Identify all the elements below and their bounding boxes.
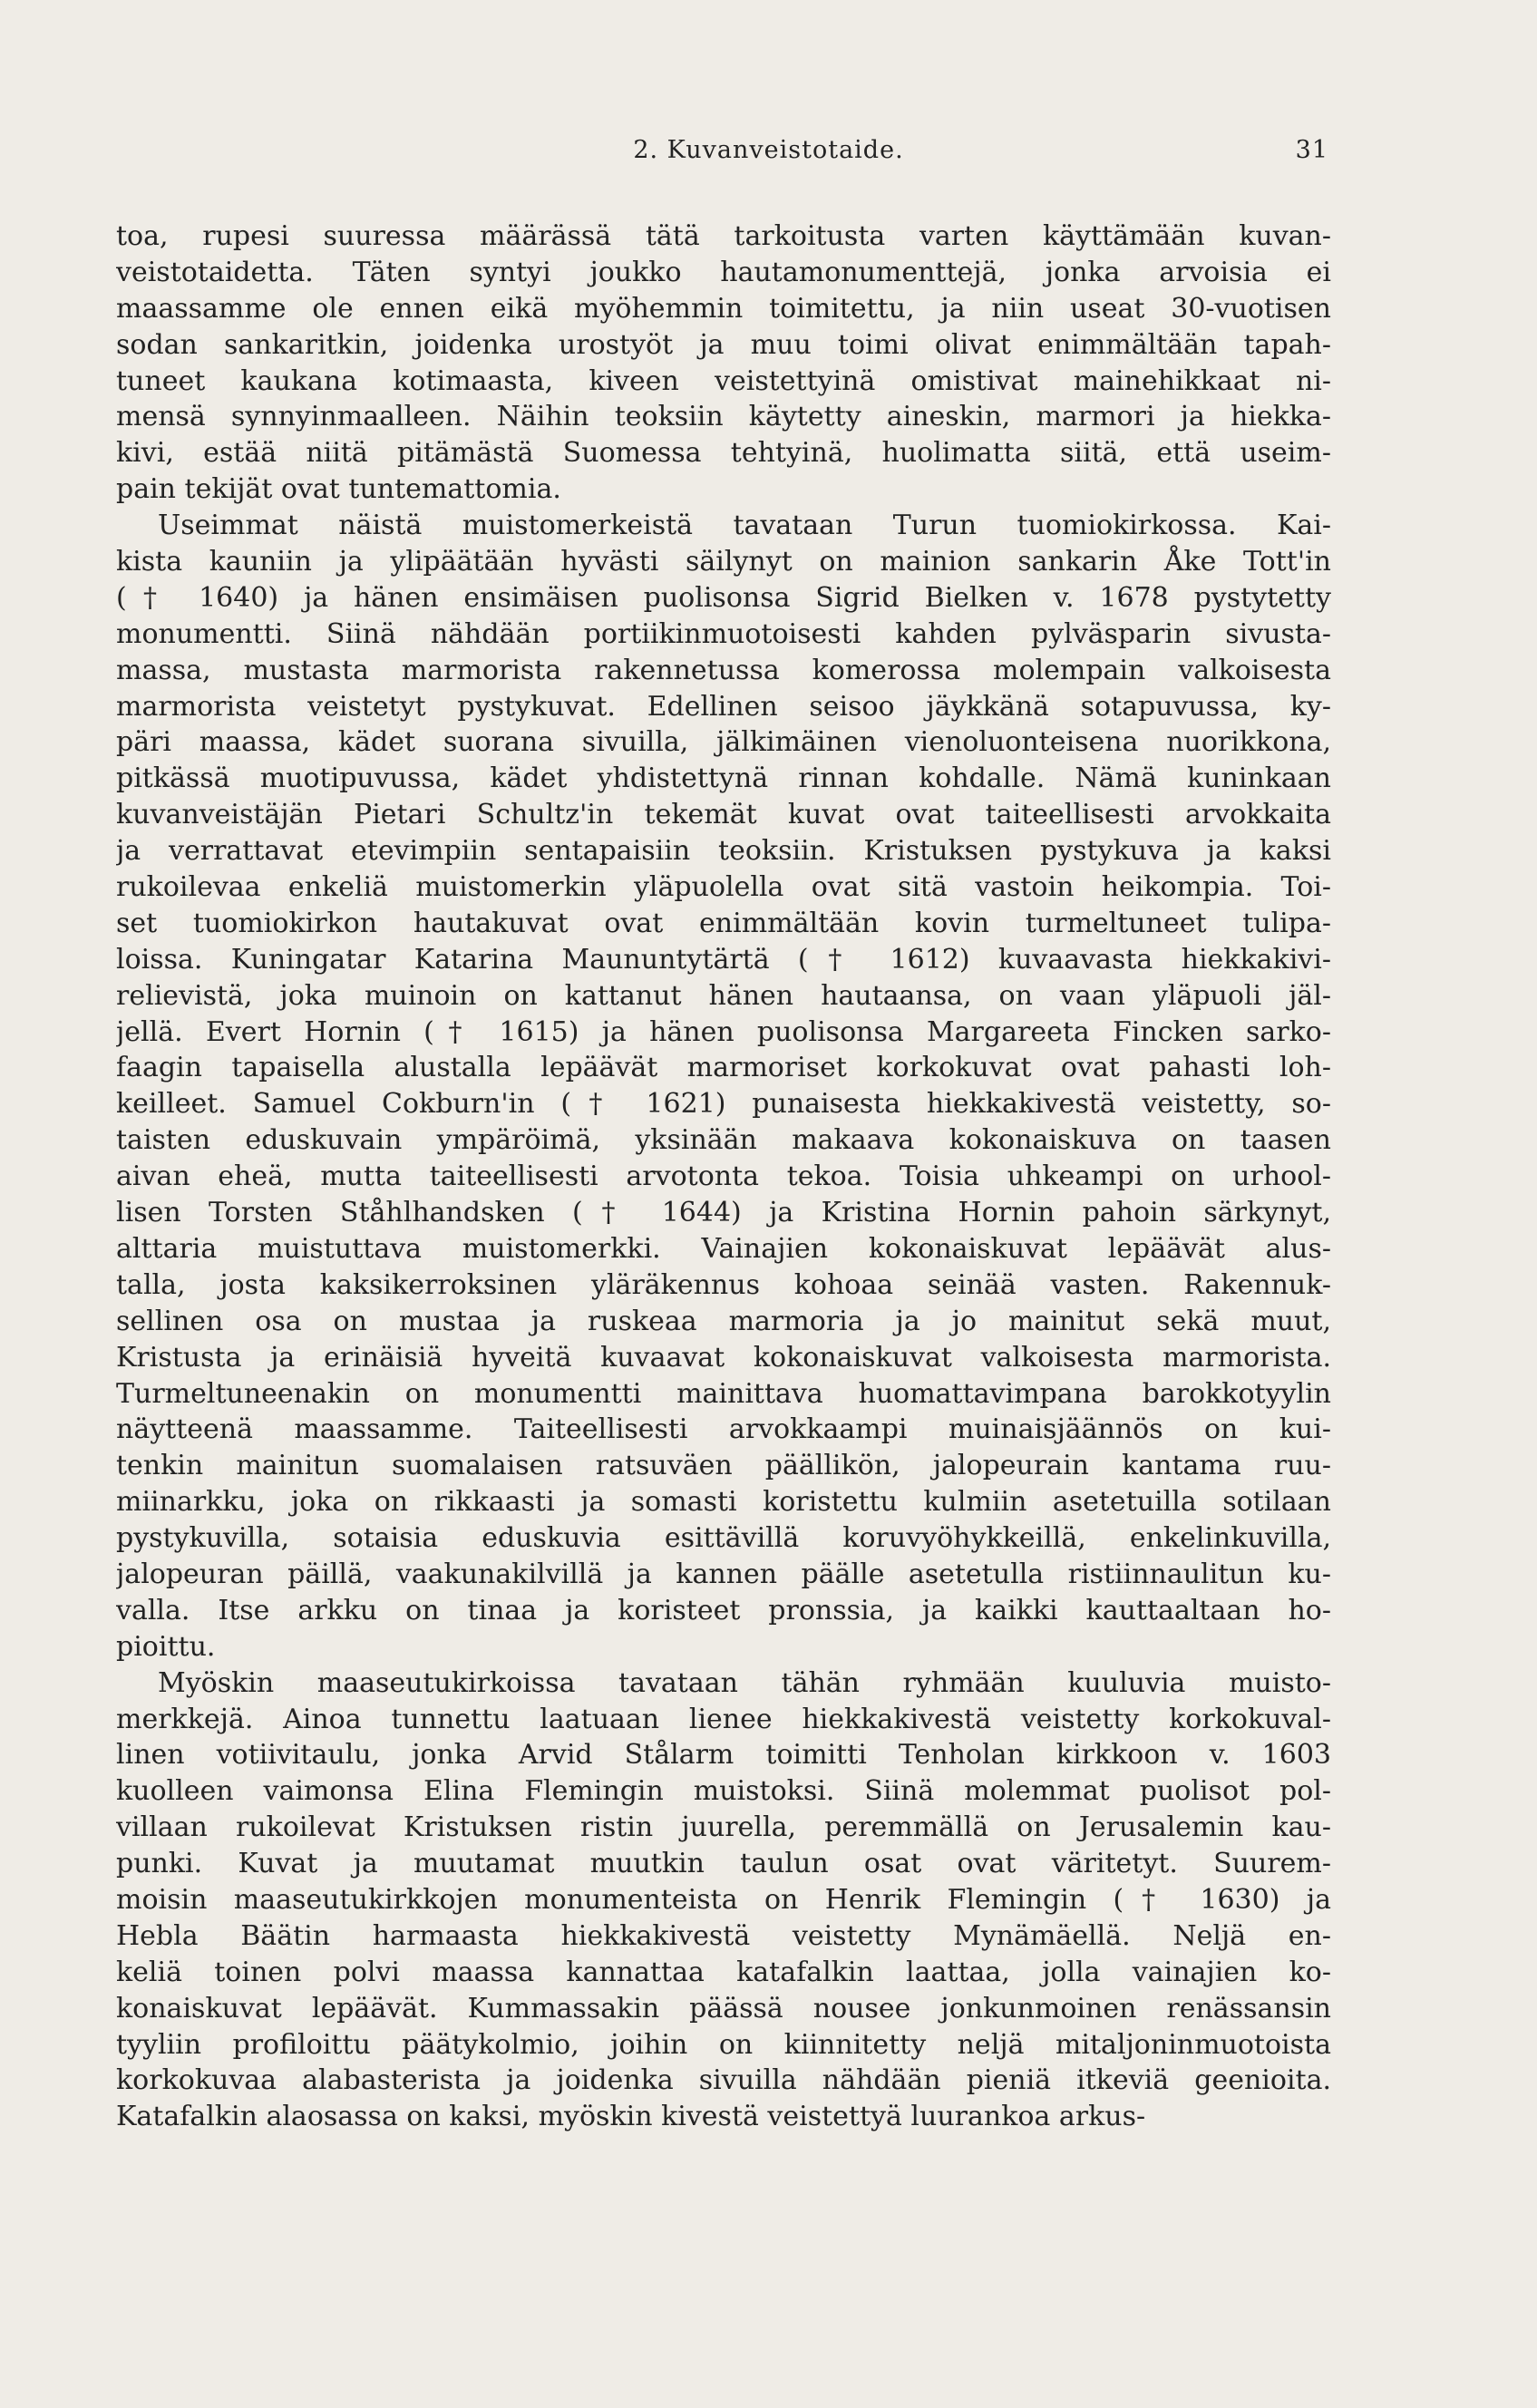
- text-line: näytteenä maassamme. Taiteellisesti arvokkaampi muinaisjäännös on kui-: [116, 1413, 1331, 1446]
- text-line: jalopeuran päillä, vaakunakilvillä ja kannen päälle asetetulla ristiinnaulitun ku-: [116, 1558, 1331, 1590]
- text-line: marmorista veistetyt pystykuvat. Edellinen seisoo jäykkänä sotapuvussa, ky-: [116, 690, 1331, 723]
- text-line: talla, josta kaksikerroksinen yläräkennus kohoaa seinää vasten. Rakennuk-: [116, 1268, 1331, 1301]
- text-line: jellä. Evert Hornin († 1615) ja hänen puolisonsa Margareeta Fincken sarko-: [116, 1015, 1331, 1048]
- text-line: kuvanveistäjän Pietari Schultz'in tekemät kuvat ovat taiteellisesti arvokkaita: [116, 799, 1331, 831]
- text-line: massa, mustasta marmorista rakennetussa komerossa molempain valkoisesta: [116, 654, 1331, 686]
- text-line: mensä synnyinmaalleen. Näihin teoksiin käytetty aineskin, marmori ja hiekka-: [116, 401, 1331, 433]
- text-line: sodan sankaritkin, joidenka urostyöt ja muu toimi olivat enimmältään tapah-: [116, 328, 1331, 361]
- text-line: tyyliin profiloittu päätykolmio, joihin on kiinnitetty neljä mitaljoninmuotoista: [116, 2028, 1331, 2061]
- text-line: toa, rupesi suuressa määrässä tätä tarkoitusta varten käyttämään kuvan-: [116, 220, 1331, 252]
- text-line: miinarkku, joka on rikkaasti ja somasti koristettu kulmiin asetetuilla sotilaan: [116, 1486, 1331, 1519]
- text-line: keliä toinen polvi maassa kannattaa katafalkin laattaa, jolla vainajien ko-: [116, 1956, 1331, 1988]
- text-line: († 1640) ja hänen ensimäisen puolisonsa Sigrid Bielken v. 1678 pystytetty: [116, 581, 1331, 614]
- text-line: kuolleen vaimonsa Elina Flemingin muistoksi. Siinä molemmat puolisot pol-: [116, 1775, 1331, 1808]
- text-line: moisin maaseutukirkkojen monumenteista on Henrik Flemingin († 1630) ja: [116, 1883, 1331, 1916]
- text-line: loissa. Kuningatar Katarina Maununtytärtä († 1612) kuvaavasta hiekkakivi-: [116, 943, 1331, 976]
- text-line: keilleet. Samuel Cokburn'in († 1621) punaisesta hiekkakivestä veistetty, so-: [116, 1088, 1331, 1121]
- text-line: punki. Kuvat ja muutamat muutkin taulun osat ovat väritetyt. Suurem-: [116, 1848, 1331, 1880]
- body-text: [116, 218, 1331, 2135]
- text-line: tenkin mainitun suomalaisen ratsuväen päällikön, jalopeurain kantama ruu-: [116, 1450, 1331, 1482]
- text-line: merkkejä. Ainoa tunnettu laatuaan lienee hiekkakivestä veistetty korkokuval-: [116, 1703, 1331, 1735]
- text-line: faagin tapaisella alustalla lepäävät marmoriset korkokuvat ovat pahasti loh-: [116, 1052, 1331, 1084]
- text-line: päri maassa, kädet suorana sivuilla, jälkimäinen vienoluonteisena nuorikkona,: [116, 726, 1331, 759]
- text-line: sellinen osa on mustaa ja ruskeaa marmoria ja jo mainitut sekä muut,: [116, 1305, 1331, 1337]
- text-line: ja verrattavat etevimpiin sentapaisiin teoksiin. Kristuksen pystykuva ja kaksi: [116, 835, 1331, 868]
- text-line: Katafalkin alaosassa on kaksi, myöskin kivestä veistettyä luurankoa arkus-: [116, 2101, 1146, 2133]
- running-header: [0, 136, 1537, 176]
- text-line: konaiskuvat lepäävät. Kummassakin päässä nousee jonkunmoinen renässansin: [116, 1992, 1331, 2024]
- text-line: Hebla Bäätin harmaasta hiekkakivestä veistetty Mynämäellä. Neljä en-: [116, 1919, 1331, 1952]
- text-line: tuneet kaukana kotimaasta, kiveen veistettyinä omistivat mainehikkaat ni-: [116, 364, 1331, 397]
- text-line: maassamme ole ennen eikä myöhemmin toimitettu, ja niin useat 30-vuotisen: [116, 292, 1331, 325]
- text-line: set tuomiokirkon hautakuvat ovat enimmältään kovin turmeltuneet tulipa-: [116, 907, 1331, 939]
- text-line: alttaria muistuttava muistomerkki. Vainajien kokonaiskuvat lepäävät alus-: [116, 1232, 1331, 1265]
- text-line: kista kauniin ja ylipäätään hyvästi säilynyt on mainion sankarin Åke Tott'in: [116, 546, 1331, 578]
- text-line: monumentti. Siinä nähdään portiikinmuotoisesti kahden pylväsparin sivusta-: [116, 617, 1331, 650]
- text-line: linen votiivitaulu, jonka Arvid Stålarm toimitti Tenholan kirkkoon v. 1603: [116, 1739, 1331, 1772]
- text-line: villaan rukoilevat Kristuksen ristin juurella, peremmällä on Jerusalemin kau-: [116, 1811, 1331, 1844]
- text-line: pitkässä muotipuvussa, kädet yhdistettynä rinnan kohdalle. Nämä kuninkaan: [116, 762, 1331, 795]
- text-line: relievistä, joka muinoin on kattanut hänen hautaansa, on vaan yläpuoli jäl-: [116, 979, 1331, 1012]
- text-line: lisen Torsten Ståhlhandsken († 1644) ja Kristina Hornin pahoin särkynyt,: [116, 1197, 1331, 1229]
- text-line: korkokuvaa alabasterista ja joidenka sivuilla nähdään pieniä itkeviä geenioita.: [116, 2064, 1331, 2097]
- text-line: valla. Itse arkku on tinaa ja koristeet pronssia, ja kaikki kauttaaltaan ho-: [116, 1594, 1331, 1626]
- text-line: veistotaidetta. Täten syntyi joukko hautamonumenttejä, jonka arvoisia ei: [116, 256, 1331, 288]
- text-line: Useimmat näistä muistomerkeistä tavataan Turun tuomiokirkossa. Kai-: [158, 510, 1331, 542]
- chapter-title: 2. Kuvanveistotaide.: [633, 136, 904, 164]
- text-line: Kristusta ja erinäisiä hyveitä kuvaavat kokonaiskuvat valkoisesta marmorista.: [116, 1341, 1331, 1374]
- text-line: pystykuvilla, sotaisia eduskuvia esittävillä koruvyöhykkeillä, enkelinkuvilla,: [116, 1522, 1331, 1555]
- text-line: aivan eheä, mutta taiteellisesti arvotonta tekoa. Toisia uhkeampi on urhool-: [116, 1160, 1331, 1193]
- text-line: taisten eduskuvain ympäröimä, yksinään makaava kokonaiskuva on taasen: [116, 1124, 1331, 1157]
- text-line: rukoilevaa enkeliä muistomerkin yläpuolella ovat sitä vastoin heikompia. Toi-: [116, 871, 1331, 904]
- text-line: Myöskin maaseutukirkoissa tavataan tähän ryhmään kuuluvia muisto-: [158, 1666, 1331, 1699]
- text-line: pioittu.: [116, 1630, 216, 1663]
- text-line: Turmeltuneenakin on monumentti mainittava huomattavimpana barokkotyylin: [116, 1377, 1331, 1410]
- page-number: 31: [1295, 136, 1328, 164]
- text-line: pain tekijät ovat tuntemattomia.: [116, 473, 561, 506]
- text-line: kivi, estää niitä pitämästä Suomessa tehtyinä, huolimatta siitä, että useim-: [116, 437, 1331, 470]
